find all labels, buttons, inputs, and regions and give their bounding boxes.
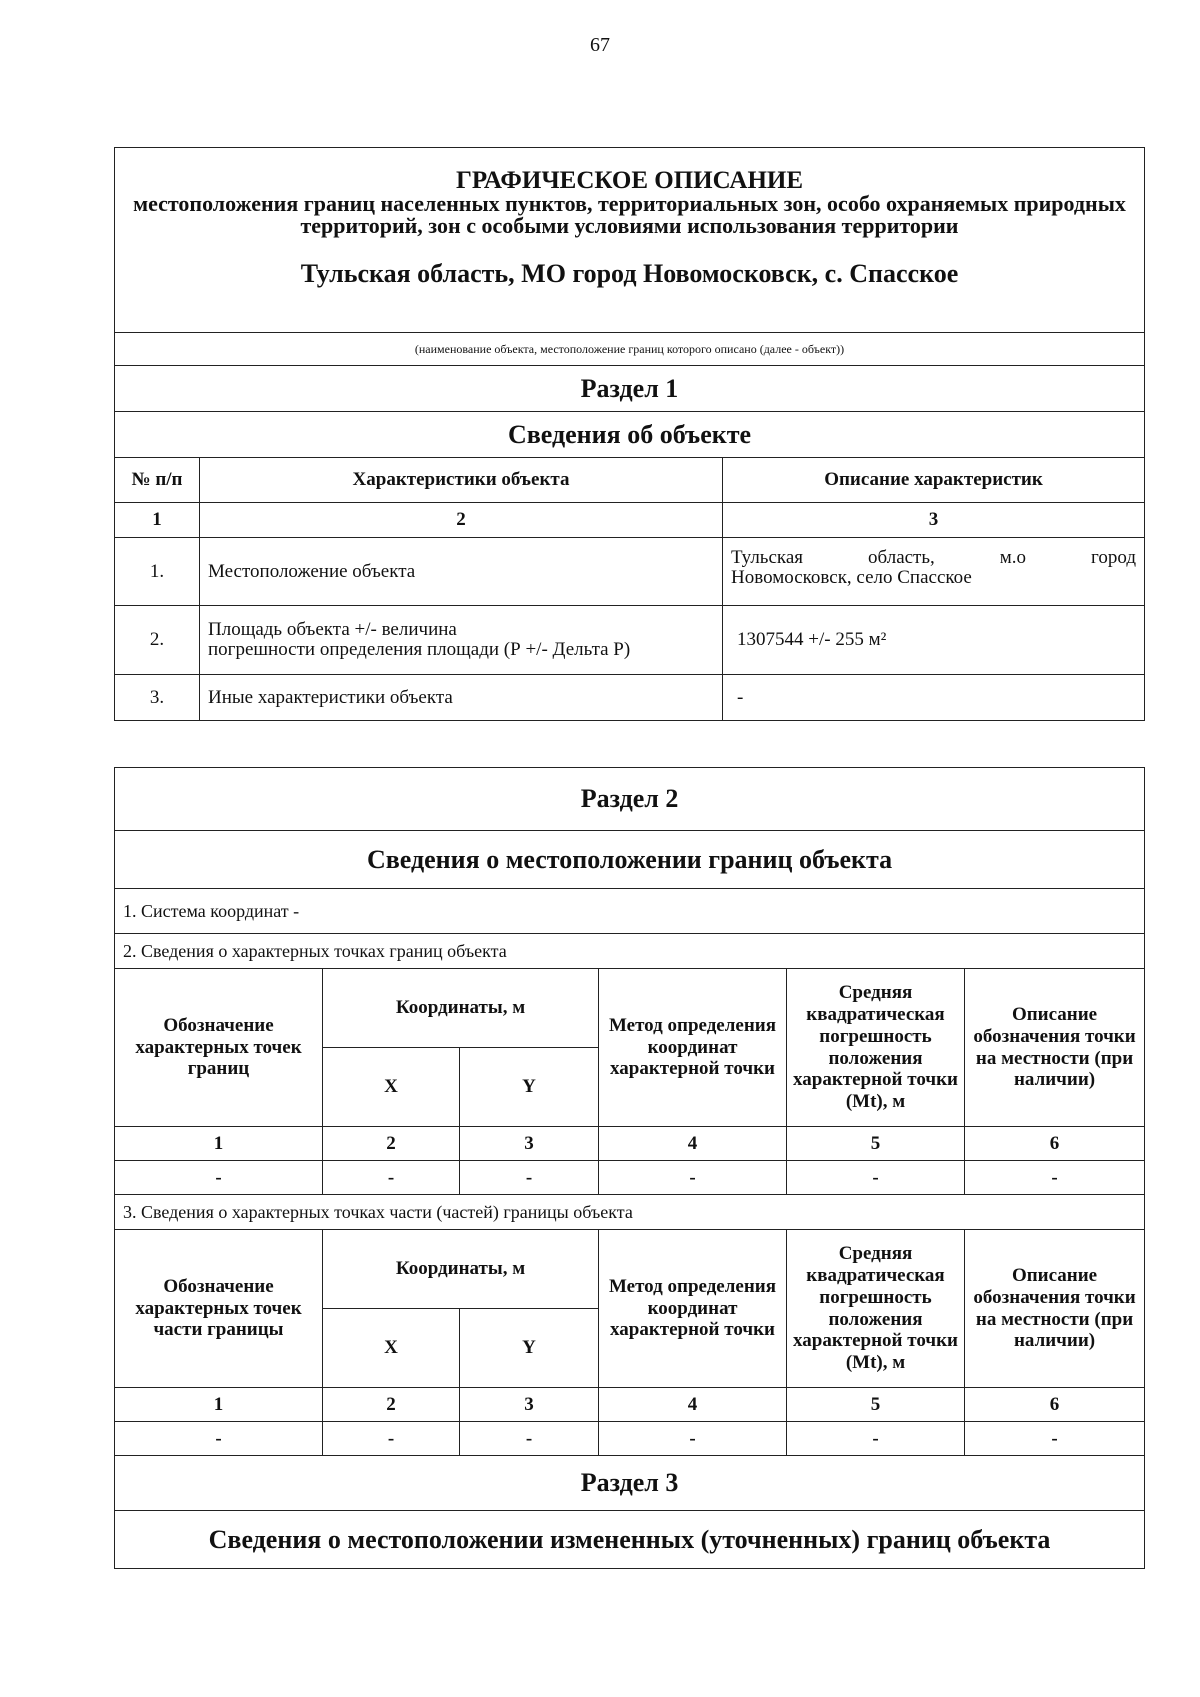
- section3-title: Раздел 3: [115, 1456, 1145, 1511]
- document-title: ГРАФИЧЕСКОЕ ОПИСАНИЕ: [455, 167, 804, 194]
- column-number-2: 2: [323, 1388, 460, 1422]
- coordinate-system: 1. Система координат -: [115, 889, 1145, 934]
- section1-subtitle: Сведения об объекте: [115, 412, 1145, 458]
- header-designation-part: Обозначение характерных точек части границы: [115, 1230, 323, 1388]
- column-number-5: 5: [787, 1127, 965, 1161]
- table-cell: -: [599, 1161, 787, 1195]
- column-number-3: 3: [460, 1127, 599, 1161]
- table-cell: -: [323, 1161, 460, 1195]
- header-x: X: [323, 1048, 460, 1127]
- boundary-parts-title: 3. Сведения о характерных точках части (частей) границы объекта: [115, 1195, 1145, 1230]
- column-number-5: 5: [787, 1388, 965, 1422]
- table-cell: -: [323, 1422, 460, 1456]
- row-description: [723, 538, 1145, 606]
- header-designation: Обозначение характерных точек границ: [115, 969, 323, 1127]
- column-number-1: 1: [115, 1127, 323, 1161]
- column-number-2: 2: [323, 1127, 460, 1161]
- row-description: 1307544 +/- 255 м²: [723, 606, 1145, 675]
- header-accuracy: Средняя квадратическая погрешность положения характерной точки (Mt), м: [787, 969, 965, 1127]
- table-cell: -: [460, 1422, 599, 1456]
- header-point-description: Описание обозначения точки на местности (при наличии): [965, 1230, 1145, 1388]
- row-number: 3.: [115, 675, 200, 721]
- boundaries-table: [114, 767, 1145, 1569]
- table-row: [115, 675, 1145, 721]
- section2-subtitle: Сведения о местоположении границ объекта: [115, 831, 1145, 889]
- column-number-4: 4: [599, 1127, 787, 1161]
- table-row: [115, 538, 1145, 606]
- table-cell: -: [965, 1422, 1145, 1456]
- column-number-4: 4: [599, 1388, 787, 1422]
- row-characteristic: [200, 606, 723, 675]
- header-method: Метод определения координат характерной точки: [599, 1230, 787, 1388]
- column-header-number: № п/п: [115, 458, 200, 503]
- header-point-description: Описание обозначения точки на местности (при наличии): [965, 969, 1145, 1127]
- row-description-line-2: Новомосковск, село Спасское: [731, 566, 972, 588]
- table-cell: -: [787, 1161, 965, 1195]
- header-coordinates: Координаты, м: [323, 1230, 599, 1309]
- table-row: [115, 1422, 1145, 1456]
- header-y: Y: [460, 1048, 599, 1127]
- header-coordinates: Координаты, м: [323, 969, 599, 1048]
- object-caption: (наименование объекта, местоположение границ которого описано (далее - объект)): [115, 333, 1145, 366]
- header-y: Y: [460, 1309, 599, 1388]
- row-number: 2.: [115, 606, 200, 675]
- page-number: 67: [590, 34, 610, 56]
- table-cell: -: [460, 1161, 599, 1195]
- document-subtitle: местоположения границ населенных пунктов, территориальных зон, особо охраняемых природных территорий, зон с особыми условиями использования территории: [133, 191, 1126, 238]
- section2-title: Раздел 2: [115, 768, 1145, 831]
- column-number-6: 6: [965, 1127, 1145, 1161]
- header-accuracy: Средняя квадратическая погрешность положения характерной точки (Mt), м: [787, 1230, 965, 1388]
- column-number-2: 2: [200, 503, 723, 538]
- column-header-description: Описание характеристик: [723, 458, 1145, 503]
- row-description-line-1: Тульская область, м.о город: [731, 547, 1136, 568]
- object-info-table: [114, 147, 1145, 721]
- object-location-title: Тульская область, МО город Новомосковск, с. Спасское: [300, 259, 959, 289]
- row-description: -: [723, 675, 1145, 721]
- row-number: 1.: [115, 538, 200, 606]
- table-cell: -: [115, 1161, 323, 1195]
- table-cell: -: [787, 1422, 965, 1456]
- column-number-3: 3: [460, 1388, 599, 1422]
- section3-subtitle: Сведения о местоположении измененных (уточненных) границ объекта: [115, 1511, 1145, 1569]
- column-number-1: 1: [115, 1388, 323, 1422]
- row-characteristic: Иные характеристики объекта: [200, 675, 723, 721]
- table-row: [115, 1161, 1145, 1195]
- column-number-3: 3: [723, 503, 1145, 538]
- column-header-characteristics: Характеристики объекта: [200, 458, 723, 503]
- boundary-points-title: 2. Сведения о характерных точках границ объекта: [115, 934, 1145, 969]
- header-x: X: [323, 1309, 460, 1388]
- document-header: [115, 148, 1145, 333]
- header-method: Метод определения координат характерной точки: [599, 969, 787, 1127]
- row-characteristic: Местоположение объекта: [200, 538, 723, 606]
- table-cell: -: [115, 1422, 323, 1456]
- table-cell: -: [599, 1422, 787, 1456]
- table-row: [115, 606, 1145, 675]
- section1-title: Раздел 1: [115, 366, 1145, 412]
- column-number-1: 1: [115, 503, 200, 538]
- column-number-6: 6: [965, 1388, 1145, 1422]
- row-characteristic-line-2: погрешности определения площади (Р +/- Дельта Р): [208, 639, 631, 660]
- row-characteristic-line-1: Площадь объекта +/- величина: [208, 619, 457, 641]
- table-cell: -: [965, 1161, 1145, 1195]
